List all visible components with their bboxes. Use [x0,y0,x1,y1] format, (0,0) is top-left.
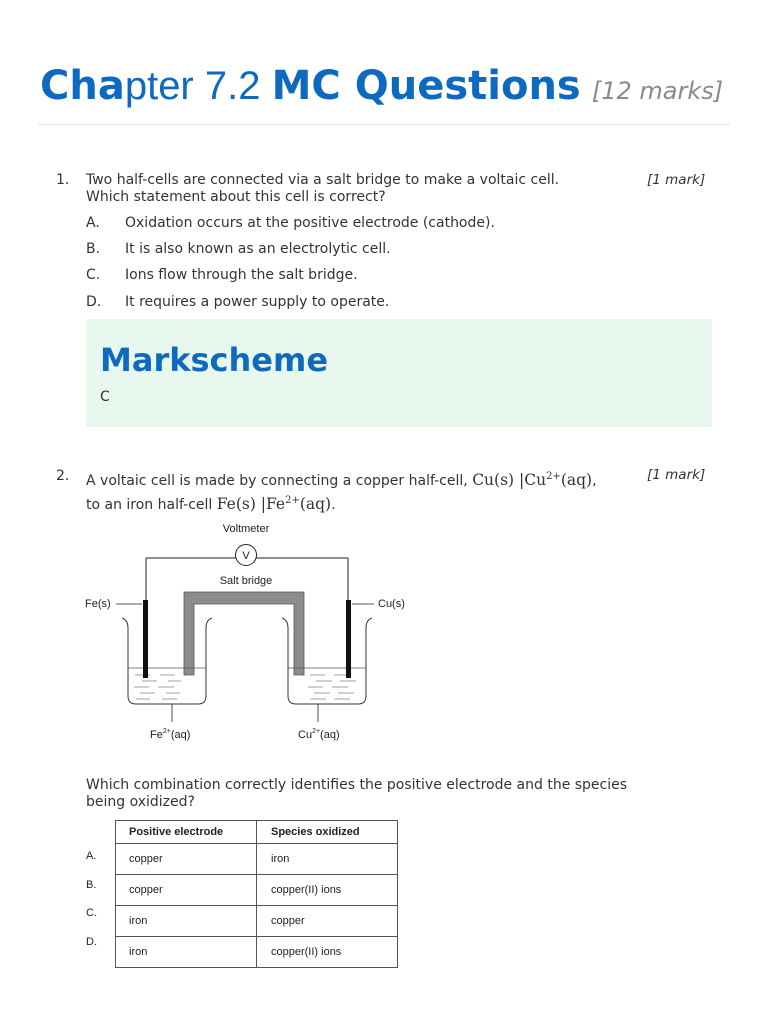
question-1-marks: [1 mark] [647,172,706,188]
question-1-option-c [86,267,358,283]
right-solution-hatching [308,675,356,699]
iron-half-cell-notation [217,495,331,513]
question-1-option-d [86,294,389,310]
table-header-row [116,821,398,844]
row-label-c: C. [86,907,97,919]
markscheme-title: Markscheme [100,341,329,379]
answer-table [115,820,398,968]
cu-solid-label: Cu(s) [378,598,405,610]
option-letter: A. [86,215,100,231]
markscheme-box [86,319,712,427]
fe-half: Fe(s) |Fe [216,495,286,514]
table-row [116,844,398,875]
copper-half-cell-notation [472,471,592,489]
question-2-number: 2. [56,468,70,484]
title-part-light: pter 7.2 [124,64,261,108]
option-text: Oxidation occurs at the positive electrode (cathode). [125,215,495,231]
cu-charge: 2+ [546,471,561,482]
markscheme-answer: C [100,389,110,405]
question-1-line-2: Which statement about this cell is correct? [86,189,386,205]
salt-bridge-label: Salt bridge [219,575,273,587]
option-text: Ions flow through the salt bridge. [125,267,358,283]
comma: , [592,473,597,490]
question-2-prompt-line-2: being oxidized? [86,794,195,810]
iron-electrode [143,600,148,678]
fe-charge: 2+ [285,495,300,506]
period: . [331,497,336,514]
page-title [40,63,724,109]
question-1-line-1: Two half-cells are connected via a salt bridge to make a voltaic cell. [86,172,560,188]
title-part-bold: Cha [40,63,125,109]
question-1-option-a [86,215,495,231]
table-row [116,937,398,968]
voltmeter-v: V [242,550,250,562]
question-1-option-b [86,241,391,257]
option-letter: D. [86,294,102,310]
question-2-marks: [1 mark] [647,467,706,483]
row-label-a: A. [86,850,97,862]
question-2-line-2 [86,492,336,514]
cell-species: copper(II) ions [257,875,398,906]
cu-tail: (aq) [560,471,593,490]
fe-solid-label: Fe(s) [85,598,111,610]
cell-electrode: copper [116,844,257,875]
salt-bridge-shape [184,592,304,675]
cell-electrode: iron [116,937,257,968]
voltaic-cell-diagram [80,518,420,748]
header-species-oxidized: Species oxidized [257,821,398,844]
question-1-number: 1. [56,172,70,188]
option-letter: C. [86,267,101,283]
option-letter: B. [86,241,101,257]
table-row [116,875,398,906]
copper-electrode [346,600,351,678]
title-divider [38,124,730,125]
question-2-prompt-line-1: Which combination correctly identifies the positive electrode and the species [86,777,628,793]
cell-species: copper(II) ions [257,937,398,968]
option-text: It is also known as an electrolytic cell. [125,241,391,257]
row-label-d: D. [86,936,97,948]
cu-half: Cu(s) |Cu [472,471,547,490]
row-label-b: B. [86,879,97,891]
left-beaker [122,618,212,704]
question-2-text-2: to an iron half-cell [86,497,213,514]
table-row [116,906,398,937]
voltmeter-label: Voltmeter [222,523,270,535]
header-positive-electrode: Positive electrode [116,821,257,844]
question-2-text: A voltaic cell is made by connecting a copper half-cell, [86,473,468,490]
title-part-bold-2: MC Questions [271,63,581,109]
question-2-line-1 [86,468,597,490]
cell-species: iron [257,844,398,875]
total-marks: [12 marks] [591,77,724,105]
left-solution-hatching [134,675,181,699]
fe-tail: (aq) [299,495,332,514]
option-text: It requires a power supply to operate. [125,294,390,310]
cell-electrode: copper [116,875,257,906]
cu-aq-label: $Cu^{2+}(aq)$ [298,728,340,741]
cell-electrode: iron [116,906,257,937]
cell-species: copper [257,906,398,937]
fe-aq-label: $Fe^{2+}(aq)$ [150,728,191,741]
